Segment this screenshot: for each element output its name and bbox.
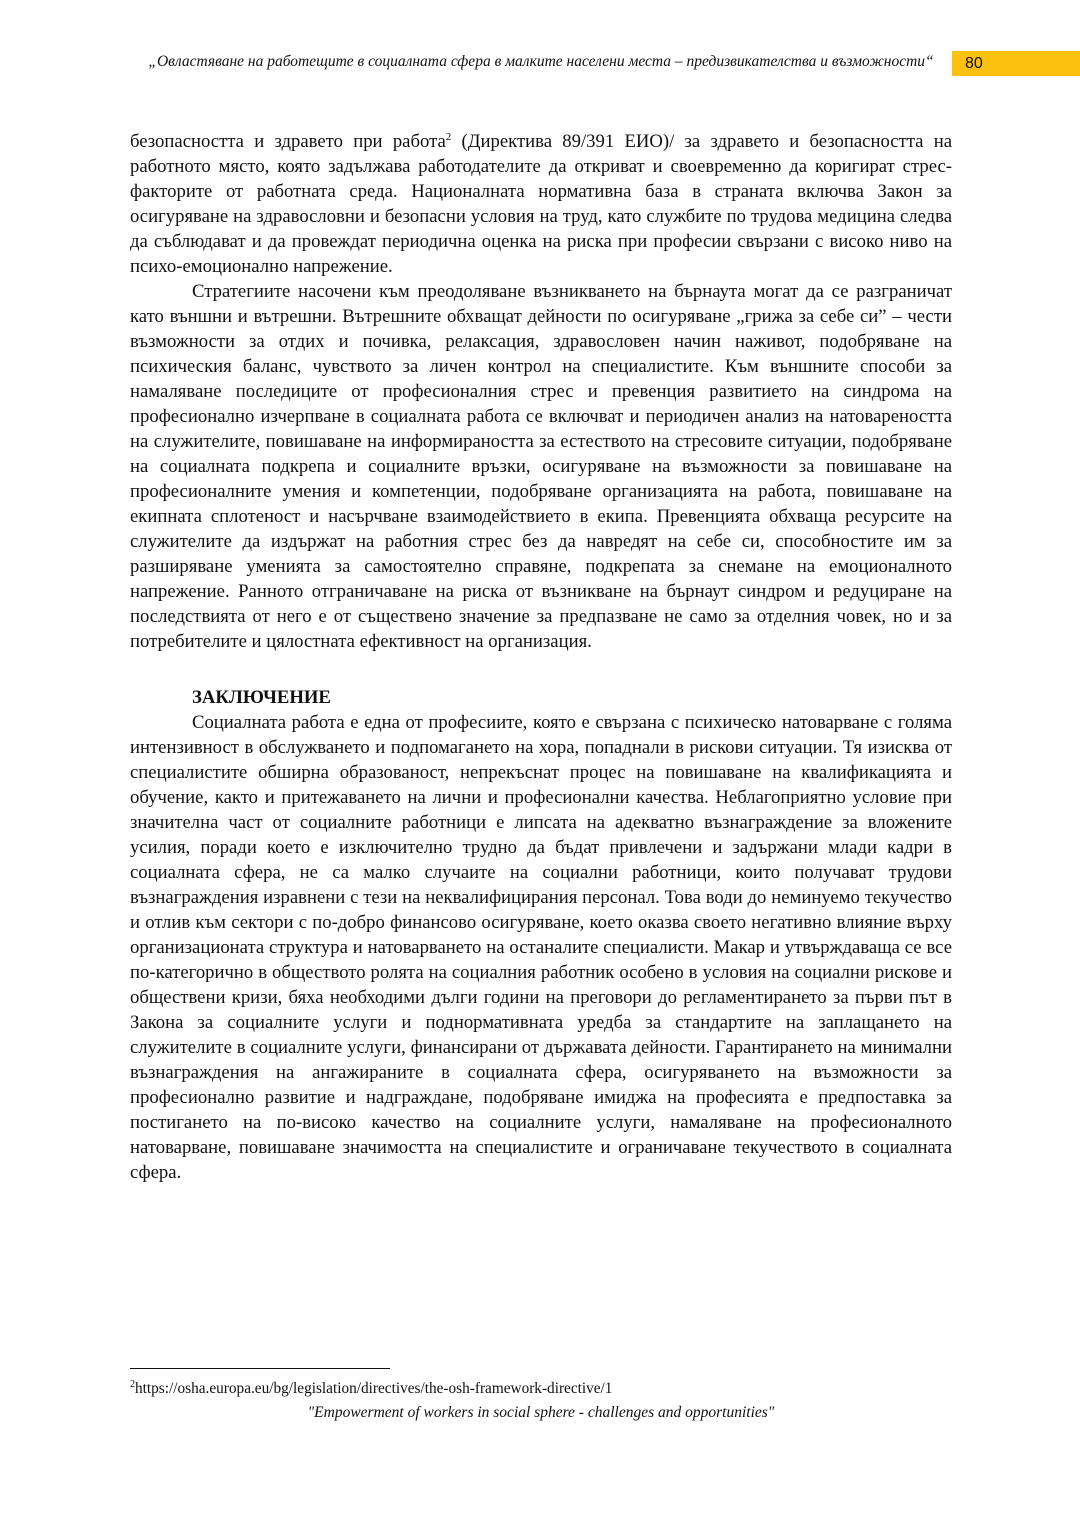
paragraph-2: Стратегиите насочени към преодоляване възникването на бърнаута могат да се разграничат като външни и вътрешни. Вътрешните обхващат дейности по осигуряване „грижа за себе си” – чести възможности за отдих и почивка, релаксация, здравословен начин наживот, подобряване на психическия баланс, чувството за личен контрол на специалистите. Към външните способи за намаляване последиците от професионалния стрес и превенция развитието на синдрома на професионално изчерпване в социалната работа се включват и периодичен анализ на натовареността на служителите, повишаване на информираността за естеството на стресовите ситуации, подобряване на социалната подкрепа и социалните връзки, осигуряване на възможности за повишаване на професионалните умения и компетенции, подобряване организацията на работа, повишаване на екипната сплотеност и насърчване взаимодействието в екипа. Превенцията обхваща ресурсите на служителите да издържат на работния стрес без да навредят на себе си, способностите им за разширяване уменията за самостоятелно справяне, подкрепата за снемане на емоционалното напрежение. Ранното отграничаване на риска от възникване на бърнаут синдром и редуциране на последствията от него е от съществено значение за предпазване не само за отделния човек, но и за потребителите и цялостната ефективност на организация. — [130, 281, 952, 652]
running-footer-title: "Empowerment of workers in social sphere - challenges and opportunities" — [307, 1404, 775, 1421]
running-header-title: „Овластяване на работещите в социалната сфера в малките населени места – предизвикателства и възможности“ — [148, 53, 934, 70]
footnote — [130, 1379, 952, 1399]
footnote-link[interactable]: https://osha.europa.eu/bg/legislation/directives/the-osh-framework-directive/1 — [135, 1380, 613, 1397]
footnote-divider — [130, 1368, 390, 1369]
paragraph-3: Социалната работа е една от професиите, която е свързана с психическо натоварване с голяма интензивност в обслужването и подпомагането на хора, попаднали в рискови ситуации. Тя изисква от специалистите обширна образованост, непрекъснат процес на повишаване на квалификацията и обучение, както и притежаването на лични и професионални качества. Неблагоприятно условие при значителна част от социалните работници е липсата на адекватно възнаграждение за вложените усилия, поради което е изключително трудно да бъдат привлечени и задържани млади кадри в социалната сфера, не са малко случаите на социални работници, които получават трудови възнаграждения изравнени с тези на неквалифицирания персонал. Това води до неминуемо текучество и отлив към сектори с по-добро финансово осигуряване, което оказва своето негативно влияние върху организационата структура и натоварването на останалите специалисти. Макар и утвърждаваща се все по-категорично в обществото ролята на социалния работник особено в условия на социални рискове и обществени кризи, бяха необходими дълги години на преговори до регламентирането за първи път в Закона за социалните услуги и поднормативната уредба за стандартите на заплащането на служителите в социалните услуги, финансирани от държавата дейности. Гарантирането на минимални възнаграждения на ангажираните в социалната сфера, осигуряването на възможности за професионално развитие и надграждане, подобряване имиджа на професията е предпоставка за постигането на по-високо качество на социалните услуги, намаляване на професионалното натоварване, повишаване значимостта на специалистите и ограничаване текучеството в социалната сфера. — [130, 712, 952, 1183]
page-number: 80 — [965, 55, 983, 72]
paragraph-1 — [130, 129, 952, 279]
paragraph-1-start: безопасността и здравето при работа — [130, 131, 446, 152]
conclusion-heading: ЗАКЛЮЧЕНИЕ — [192, 687, 331, 708]
footnote-ref: 2 — [445, 130, 452, 143]
page-number-badge — [952, 51, 1080, 76]
paragraph-1-rest: (Директива 89/391 ЕИО)/ за здравето и безопасността на работното място, която задължава работодателите да откриват и своевременно да коригират стрес-факторите от работната среда. Националната нормативна база в страната включва Закон за осигуряване на здравословни и безопасни условия на труд, като службите по трудова медицина следва да съблюдават и да провеждат периодична оценка на риска при професии свързани с високо ниво на психо-емоционално напрежение. — [130, 131, 952, 277]
footnote-marker: 2 — [130, 1378, 135, 1390]
main-body — [130, 129, 952, 1185]
